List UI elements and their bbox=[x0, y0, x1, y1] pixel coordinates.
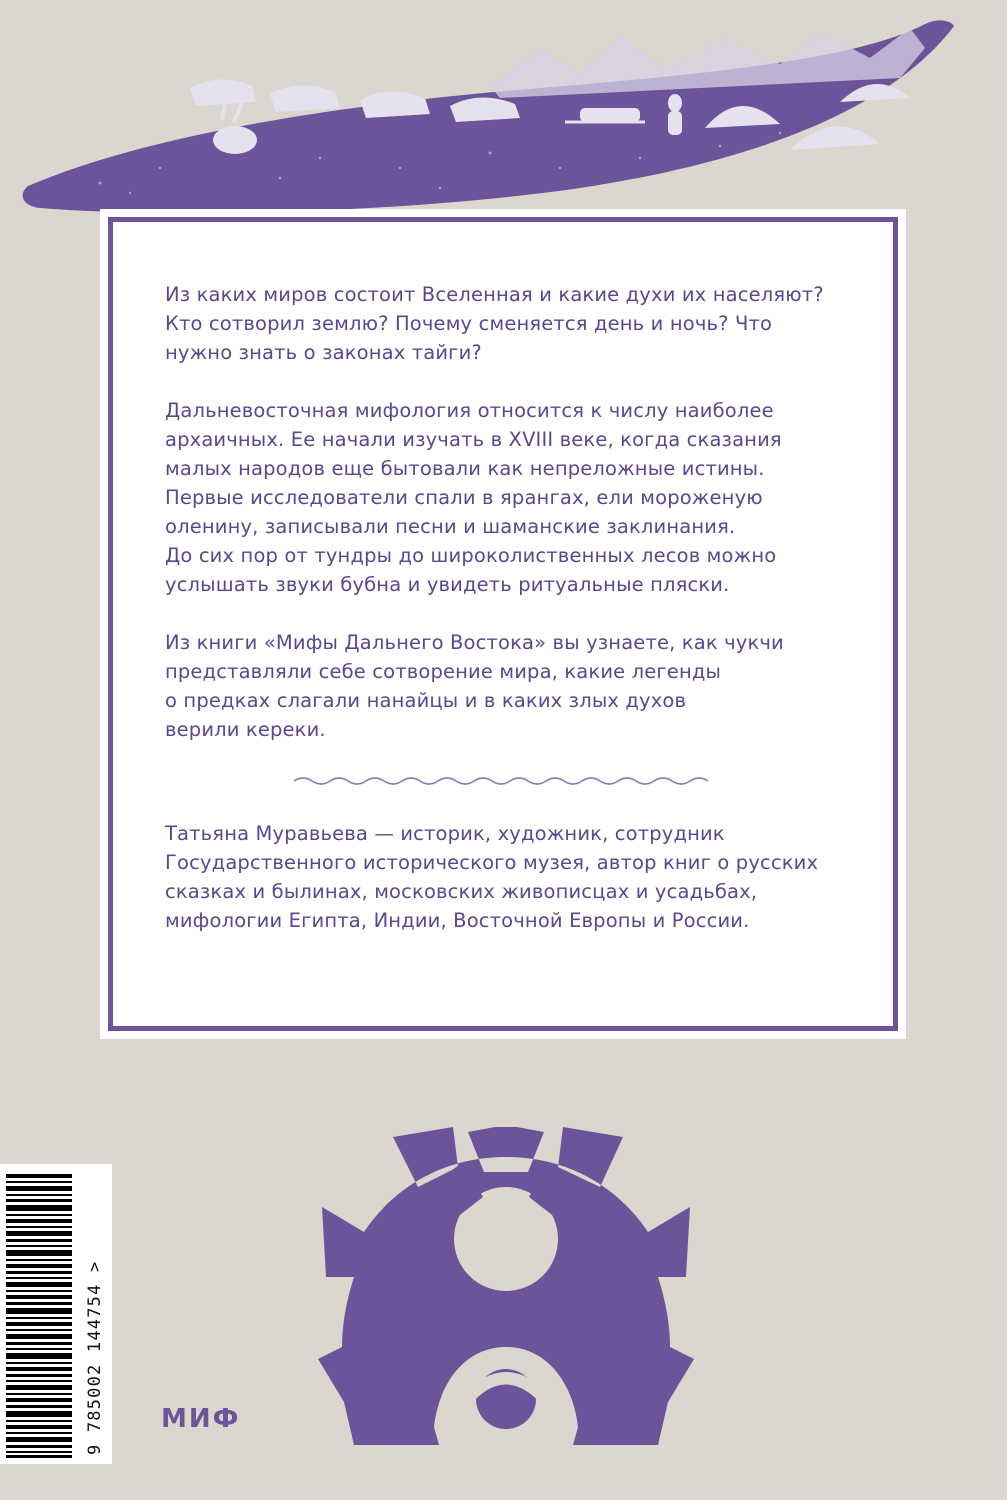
publisher-logo: МИФ bbox=[161, 1404, 241, 1434]
barcode-number bbox=[80, 1180, 108, 1466]
description-panel-border bbox=[108, 217, 898, 1031]
sun-ornament-illustration bbox=[318, 1127, 694, 1445]
description-paragraph-3: Из книги «Мифы Дальнего Востока» вы узнаете, как чукчи представляли себе сотворение мира, какие легенды о предках слагали нанайцы и в каких злых духов верили кереки. bbox=[165, 631, 784, 741]
description-paragraph-1: Из каких миров состоит Вселенная и какие духи их населяют? Кто сотворил землю? Почему сменяется день и ночь? Что нужно знать о законах тайги? bbox=[165, 283, 824, 364]
description-paragraph-2: Дальневосточная мифология относится к числу наиболее архаичных. Ее начали изучать в XVIII веке, когда сказания малых народов еще бытовали как непреложные истины. Первые исследователи спали в ярангах, ели мороженую оленину, записывали песни и шаманские заклинания. До сих пор от тундры до широколиственных лесов можно услышать звуки бубна и увидеть ритуальные пляски. bbox=[165, 399, 782, 596]
carved-tusk-illustration bbox=[20, 18, 1002, 218]
description-panel bbox=[100, 209, 906, 1039]
barcode-digits-text: 9 785002 144754 > bbox=[85, 1260, 105, 1455]
wavy-divider bbox=[294, 773, 714, 789]
author-bio: Татьяна Муравьева — историк, художник, сотрудник Государственного исторического музея, автор книг о русских сказках и былинах, московских живописцах и усадьбах, мифологии Египта, Индии, Восточной Европы и России. bbox=[165, 822, 819, 932]
barcode-bars bbox=[6, 1174, 72, 1458]
